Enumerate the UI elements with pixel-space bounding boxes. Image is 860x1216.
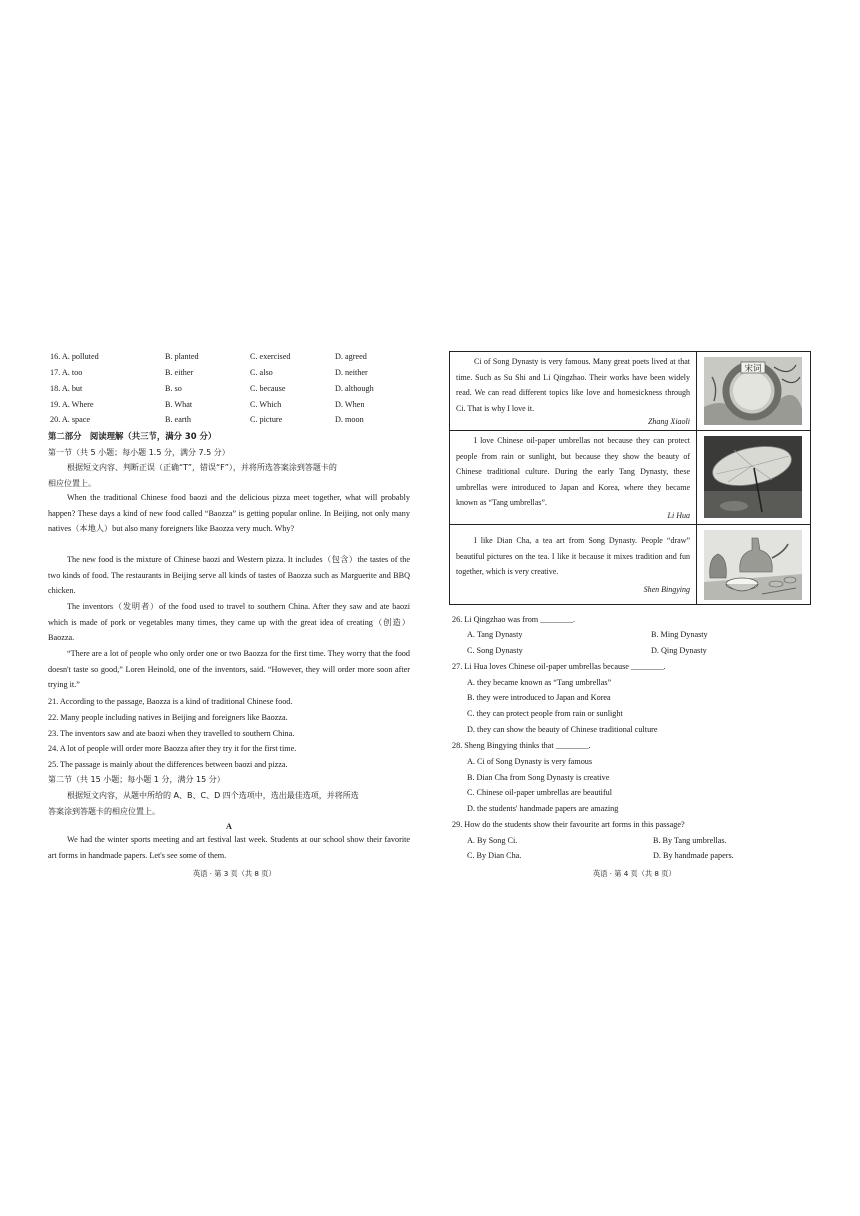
oil-paper-umbrella-icon xyxy=(697,431,810,524)
question-29-option-b: B. By Tang umbrellas. xyxy=(653,836,727,845)
question-28-option-a: A. Ci of Song Dynasty is very famous xyxy=(467,757,593,766)
option-d: D. moon xyxy=(335,415,364,424)
question-26-option-a: A. Tang Dynasty xyxy=(467,630,523,639)
song-ci-scroll-icon xyxy=(697,352,810,430)
question-28-stem: 28. Sheng Bingying thinks that ________. xyxy=(452,741,591,750)
question-27-option-b: B. they were introduced to Japan and Korea xyxy=(467,693,611,702)
part-2-heading: 第二部分 阅读理解（共三节，满分 30 分） xyxy=(48,431,217,441)
option-a: 20. A. space xyxy=(50,415,91,424)
question-27-option-d: D. they can show the beauty of Chinese traditional culture xyxy=(467,725,658,734)
statement-21: 21. According to the passage, Baozza is a kind of traditional Chinese food. xyxy=(48,697,293,706)
question-27-option-c: C. they can protect people from rain or sunlight xyxy=(467,709,623,718)
statement-23: 23. The inventors saw and ate baozi when they travelled to southern China. xyxy=(48,729,295,738)
option-a: 18. A. but xyxy=(50,384,83,393)
question-29-stem: 29. How do the students show their favourite art forms in this passage? xyxy=(452,820,685,829)
option-c: C. Which xyxy=(250,400,282,409)
passage-paragraph-1: When the traditional Chinese food baozi and the delicious pizza meet together, what will probably happen? These days a kind of new food called “Baozza” is getting popular online. In Beijing, not only many natives（本地人）but also many foreigners like Baozza very much. Why? xyxy=(48,493,410,534)
passage-paragraph-2: The new food is the mixture of Chinese baozi and Western pizza. It includes（包含）the tastes of the two kinds of food. The restaurants in Beijing serve all kinds of tastes of Baozza such as Marguerite and BBQ chicken. xyxy=(48,555,410,596)
question-28-option-c: C. Chinese oil-paper umbrellas are beautiful xyxy=(467,788,613,797)
entry-text: Ci of Song Dynasty is very famous. Many great poets lived at that time. Such as Su Shi and Li Qingzhao. Their works have been widely read. We can read different topics like love and homesickness through Ci. That is why I love it. xyxy=(456,357,690,413)
question-26-option-c: C. Song Dynasty xyxy=(467,646,523,655)
option-c: C. picture xyxy=(250,415,283,424)
option-a: 17. A. too xyxy=(50,368,83,377)
section-2-heading: 第二节（共 15 小题；每小题 1 分，满分 15 分） xyxy=(48,775,225,784)
author-name: Shen Bingying xyxy=(643,585,690,594)
passage-paragraph-4: “There are a lot of people who only order one or two Baozza for the first time. They worry that the food doesn't taste so good,” Loren Heinold, one of the inventors, said. “However, they will order more soon after trying it.” xyxy=(48,649,410,690)
art-entry-song-ci xyxy=(450,352,810,431)
option-c: C. because xyxy=(250,384,286,393)
page-footer: 英语 · 第 3 页（共 8 页） xyxy=(193,869,276,878)
question-29-option-a: A. By Song Ci. xyxy=(467,836,518,845)
section-1-instructions-cont: 相应位置上。 xyxy=(48,479,96,488)
question-26-option-d: D. Qing Dynasty xyxy=(651,646,707,655)
question-26-option-b: B. Ming Dynasty xyxy=(651,630,708,639)
question-29-option-c: C. By Dian Cha. xyxy=(467,851,522,860)
author-name: Li Hua xyxy=(667,511,690,520)
statement-25: 25. The passage is mainly about the differences between baozi and pizza. xyxy=(48,760,288,769)
option-b: B. What xyxy=(165,400,193,409)
question-29-option-d: D. By handmade papers. xyxy=(653,851,734,860)
section-2-instructions-cont: 答案涂到答题卡的相应位置上。 xyxy=(48,807,160,816)
option-d: D. neither xyxy=(335,368,368,377)
option-b: B. planted xyxy=(165,352,199,361)
option-a: 19. A. Where xyxy=(50,400,94,409)
passage-paragraph-3: The inventors（发明者）of the food used to travel to southern China. After they saw and ate baozi which is made of pork or vegetables many times, they came up with the great idea of creating（创造）Baozza. xyxy=(48,602,410,643)
art-entry-oil-paper-umbrella xyxy=(450,431,810,525)
author-name: Zhang Xiaoli xyxy=(647,417,690,426)
question-28-option-b: B. Dian Cha from Song Dynasty is creative xyxy=(467,773,610,782)
option-b: B. so xyxy=(165,384,182,393)
svg-text:宋词: 宋词 xyxy=(744,364,762,374)
option-b: B. earth xyxy=(165,415,191,424)
option-c: C. also xyxy=(250,368,273,377)
art-entry-dian-cha xyxy=(450,525,810,604)
section-1-instructions: 根据短文内容、判断正误（正确“T”，错误“F”），并将所选答案涂到答题卡的 xyxy=(67,463,337,472)
art-forms-table xyxy=(449,351,811,605)
option-d: D. although xyxy=(335,384,374,393)
question-27-option-a: A. they became known as “Tang umbrellas” xyxy=(467,678,612,687)
passage-a-intro: We had the winter sports meeting and art festival last week. Students at our school show their favorite art forms in handmade papers. Let's see some of them. xyxy=(48,835,410,860)
statement-24: 24. A lot of people will order more Baozza after they try it for the first time. xyxy=(48,744,297,753)
option-d: D. agreed xyxy=(335,352,367,361)
page-footer-right: 英语 · 第 4 页（共 8 页） xyxy=(593,869,676,878)
option-b: B. either xyxy=(165,368,194,377)
passage-a-label: A xyxy=(226,822,232,831)
option-a: 16. A. polluted xyxy=(50,352,99,361)
section-1-heading: 第一节（共 5 小题；每小题 1.5 分，满分 7.5 分） xyxy=(48,448,230,457)
statement-22: 22. Many people including natives in Beijing and foreigners like Baozza. xyxy=(48,713,288,722)
tea-set-icon xyxy=(697,525,810,604)
entry-text: I love Chinese oil-paper umbrellas not because they can protect people from rain or sunlight, but because they show the beauty of Chinese traditional culture. During the early Tang Dynasty, these umbrellas were introduced to Japan and Korea, where they became known as “Tang umbrellas”. xyxy=(456,436,690,507)
question-28-option-d: D. the students' handmade papers are amazing xyxy=(467,804,619,813)
entry-text: I like Dian Cha, a tea art from Song Dynasty. People “draw” beautiful pictures on the tea. I like it because it mixes tradition and fun together, which is very creative. xyxy=(456,536,690,576)
question-27-stem: 27. Li Hua loves Chinese oil-paper umbrellas because ________. xyxy=(452,662,666,671)
option-d: D. When xyxy=(335,400,365,409)
question-26-stem: 26. Li Qingzhao was from ________. xyxy=(452,615,576,624)
option-c: C. exercised xyxy=(250,352,291,361)
section-2-instructions: 根据短文内容，从题中所给的 A、B、C、D 四个选项中，选出最佳选项，并将所选 xyxy=(67,791,359,800)
